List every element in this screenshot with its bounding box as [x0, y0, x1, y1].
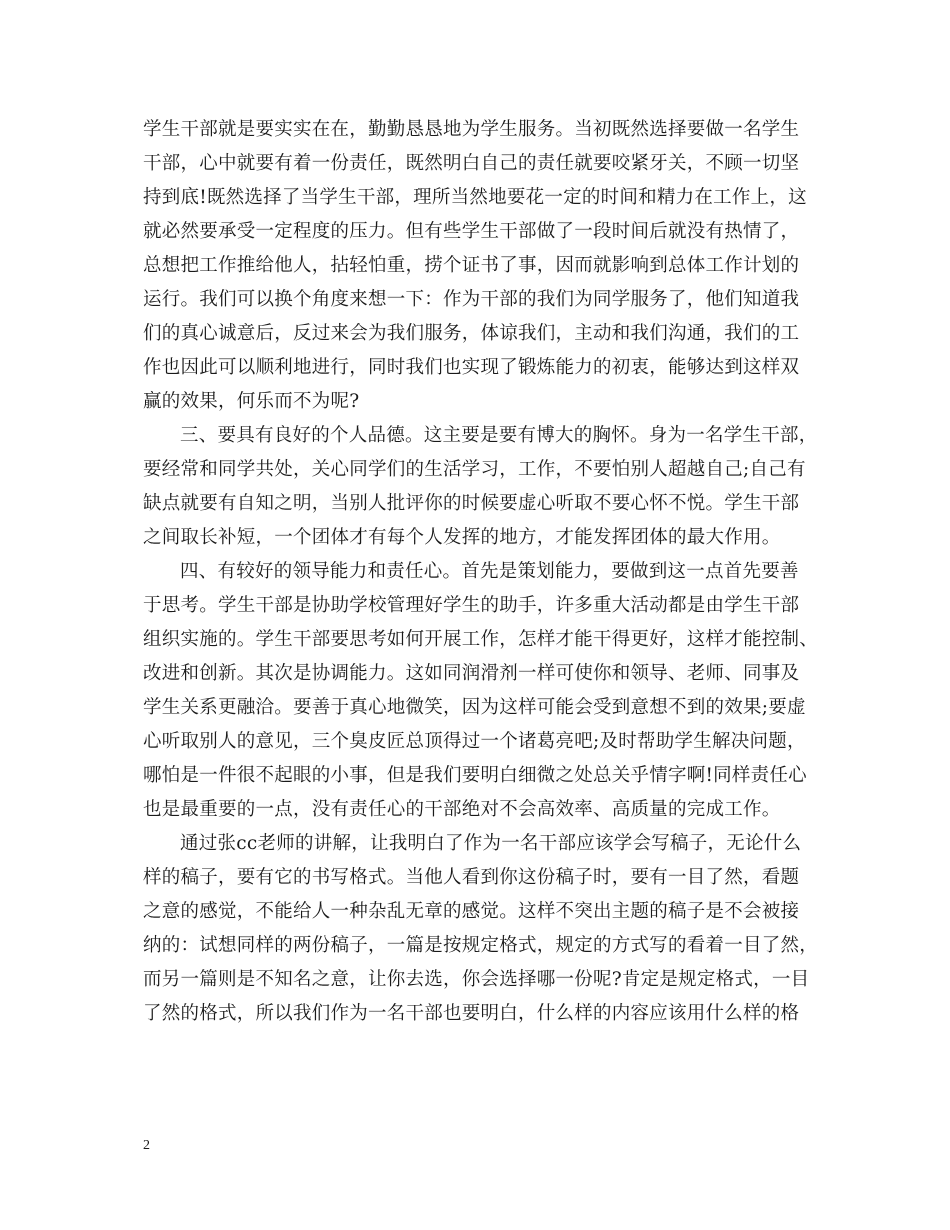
text-line: 也是最重要的一点，没有责任心的干部绝对不会高效率、高质量的完成工作。 — [143, 799, 781, 820]
text-line: 之意的感觉，不能给人一种杂乱无章的感觉。这样不突出主题的稿子是不会被接 — [143, 901, 800, 922]
text-line: 改进和创新。其次是协调能力。这如同润滑剂一样可使你和领导、老师、同事及 — [143, 663, 800, 684]
text-line: 四、有较好的领导能力和责任心。首先是策划能力，要做到这一点首先要善 — [180, 561, 799, 582]
text-line: 干部，心中就要有着一份责任，既然明白自己的责任就要咬紧牙关，不顾一切坚 — [143, 153, 800, 174]
text-line: 之间取长补短，一个团体才有每个人发挥的地方，才能发挥团体的最大作用。 — [143, 527, 781, 548]
page-number: 2 — [143, 1138, 150, 1153]
text-line: 学生关系更融洽。要善于真心地微笑，因为这样可能会受到意想不到的效果;要虚 — [143, 697, 806, 718]
text-line: 三、要具有良好的个人品德。这主要是要有博大的胸怀。身为一名学生干部， — [180, 425, 818, 446]
text-line: 们的真心诚意后，反过来会为我们服务，体谅我们，主动和我们沟通，我们的工 — [143, 323, 800, 344]
text-line: 总想把工作推给他人，拈轻怕重，捞个证书了事，因而就影响到总体工作计划的 — [143, 255, 800, 276]
text-line: 纳的：试想同样的两份稿子，一篇是按规定格式，规定的方式写的看着一目了然， — [143, 935, 819, 956]
text-line: 于思考。学生干部是协助学校管理好学生的助手，许多重大活动都是由学生干部 — [143, 595, 800, 616]
text-line: 持到底!既然选择了当学生干部，理所当然地要花一定的时间和精力在工作上，这 — [143, 187, 807, 208]
text-line: 样的稿子，要有它的书写格式。当他人看到你这份稿子时，要有一目了然，看题 — [143, 867, 800, 888]
body-text — [143, 113, 823, 1031]
text-line: 了然的格式，所以我们作为一名干部也要明白，什么样的内容应该用什么样的格 — [143, 1003, 800, 1024]
text-line: 缺点就要有自知之明，当别人批评你的时候要虚心听取不要心怀不悦。学生干部 — [143, 493, 800, 514]
text-line: 就必然要承受一定程度的压力。但有些学生干部做了一段时间后就没有热情了， — [143, 221, 800, 242]
text-line: 组织实施的。学生干部要思考如何开展工作，怎样才能干得更好，这样才能控制、 — [143, 629, 819, 650]
text-line: 心听取别人的意见，三个臭皮匠总顶得过一个诸葛亮吧;及时帮助学生解决问题， — [143, 731, 806, 752]
text-line: 通过张cc老师的讲解，让我明白了作为一名干部应该学会写稿子，无论什么 — [180, 833, 802, 854]
text-line: 哪怕是一件很不起眼的小事，但是我们要明白细微之处总关乎情字啊!同样责任心 — [143, 765, 807, 786]
text-line: 学生干部就是要实实在在，勤勤恳恳地为学生服务。当初既然选择要做一名学生 — [143, 119, 800, 140]
text-line: 赢的效果，何乐而不为呢? — [143, 391, 360, 412]
text-line: 运行。我们可以换个角度来想一下：作为干部的我们为同学服务了，他们知道我 — [143, 289, 800, 310]
text-line: 而另一篇则是不知名之意，让你去选，你会选择哪一份呢?肯定是规定格式，一目 — [143, 969, 810, 990]
text-line: 作也因此可以顺利地进行，同时我们也实现了锻炼能力的初衷，能够达到这样双 — [143, 357, 800, 378]
text-line: 要经常和同学共处，关心同学们的生活学习，工作，不要怕别人超越自己;自己有 — [143, 459, 806, 480]
